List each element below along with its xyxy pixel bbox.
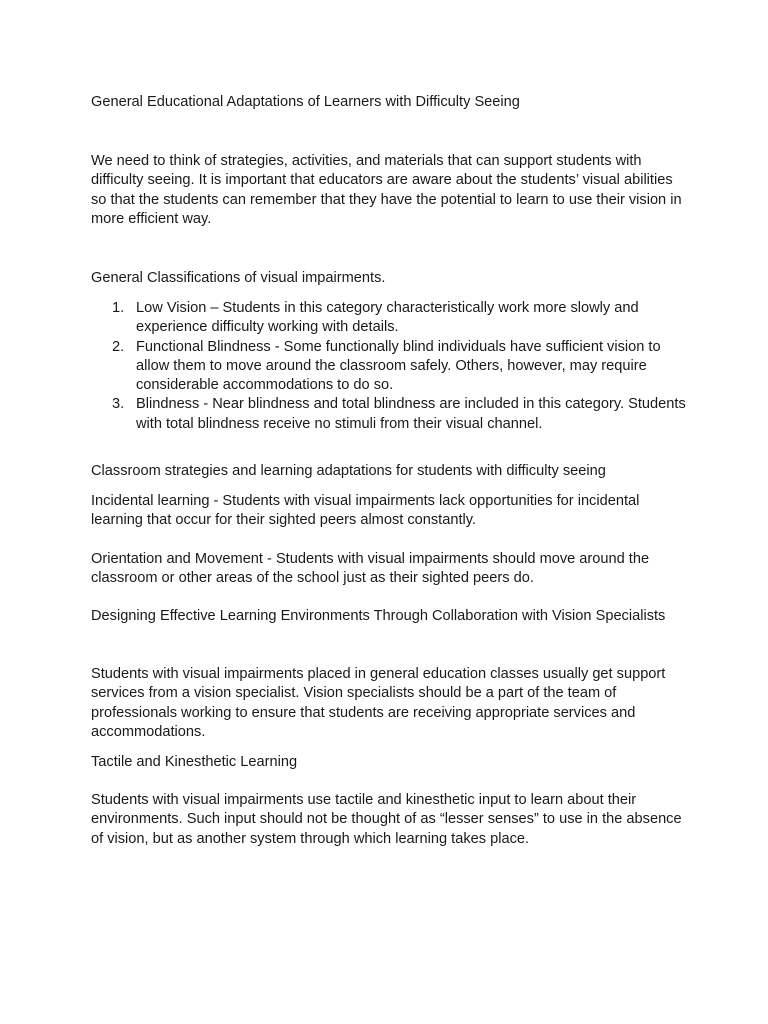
list-item-number: 3. [112, 396, 125, 413]
orientation-movement-paragraph: Orientation and Movement - Students with visual impairments should move around the classroom or other areas of the school just as their sighted peers do. [91, 551, 650, 587]
strategies-heading: Classroom strategies and learning adaptations for students with difficulty seeing [91, 463, 606, 479]
incidental-learning-paragraph: Incidental learning - Students with visual impairments lack opportunities for incidental learning that occur for their sighted peers almost constantly. [91, 493, 640, 529]
classifications-heading: General Classifications of visual impairments. [91, 270, 386, 286]
list-item-text: Functional Blindness - Some functionally blind individuals have sufficient vision to allow them to move around the classroom safely. Others, however, may require considerable accommodations to do so. [136, 338, 661, 394]
classifications-list [91, 299, 691, 434]
list-item-number: 2. [112, 338, 125, 355]
list-item-number: 1. [112, 300, 125, 316]
intro-paragraph: We need to think of strategies, activities, and materials that can support students with difficulty seeing. It is important that educators are aware about the students’ visual abilities so that the students can remember that they have the potential to learn to use their vision in more efficient way. [91, 153, 682, 227]
tactile-heading: Tactile and Kinesthetic Learning [91, 754, 298, 770]
collaboration-heading: Designing Effective Learning Environments Through Collaboration with Vision Specialists [91, 608, 666, 624]
list-item [91, 338, 691, 396]
list-item [91, 299, 691, 338]
document-title: General Educational Adaptations of Learners with Difficulty Seeing [91, 94, 520, 110]
tactile-paragraph: Students with visual impairments use tactile and kinesthetic input to learn about their environments. Such input should not be thought of as “lesser senses” to use in the absence of vision, but as another system through which learning takes place. [91, 792, 682, 847]
list-item [91, 395, 691, 434]
collaboration-paragraph: Students with visual impairments placed in general education classes usually get support services from a vision specialist. Vision specialists should be a part of the team of professionals working to ensure that students are receiving appropriate services and accommodations. [91, 666, 666, 740]
list-item-text: Blindness - Near blindness and total blindness are included in this category. Students with total blindness receive no stimuli from their visual channel. [136, 396, 686, 432]
list-item-text: Low Vision – Students in this category characteristically work more slowly and experience difficulty working with details. [136, 300, 639, 336]
